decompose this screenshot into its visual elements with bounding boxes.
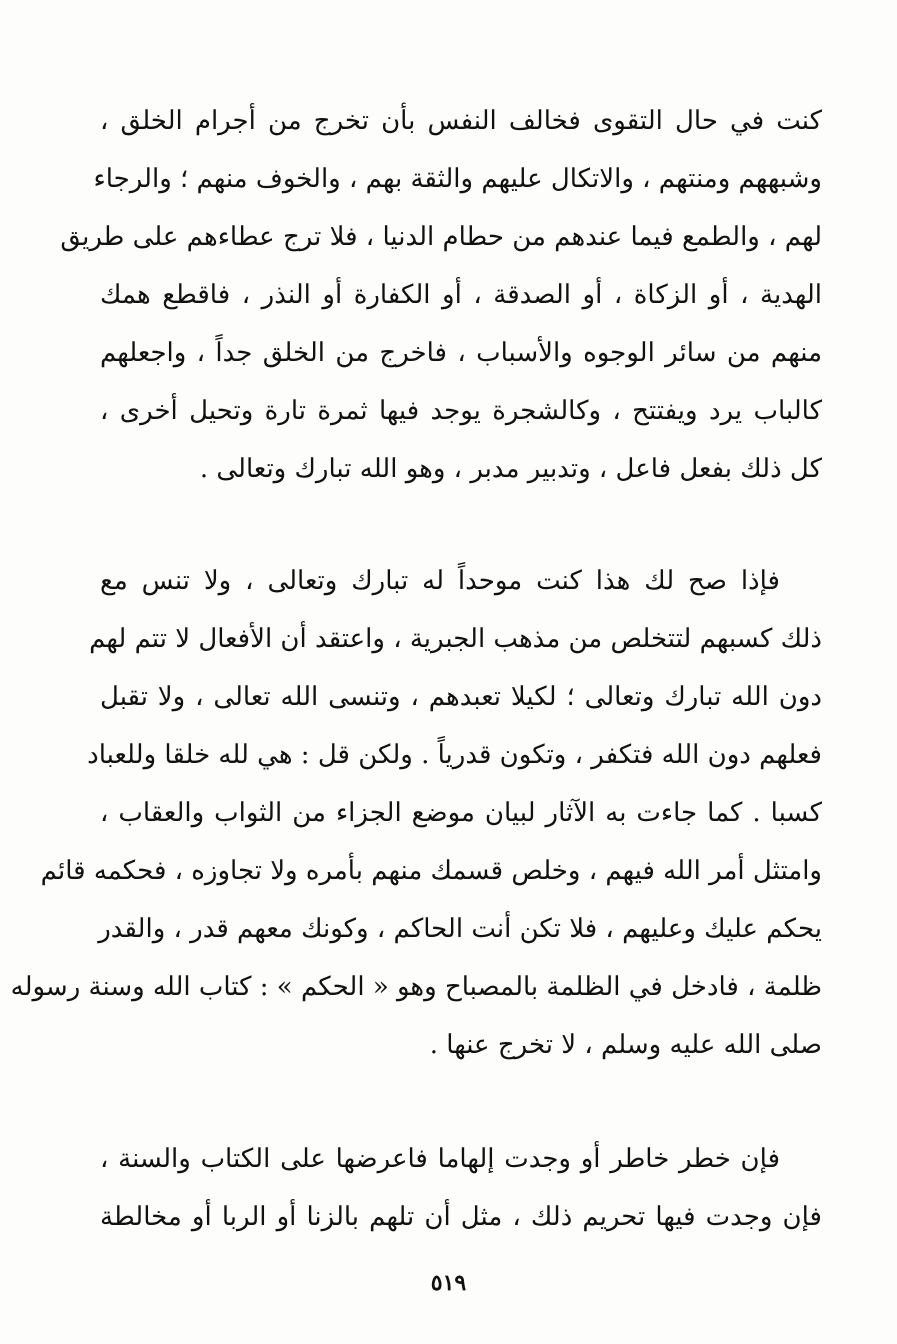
- text-line: ظلمة ، فادخل في الظلمة بالمصباح وهو « الحكم » : كتاب الله وسنة رسوله: [10, 972, 822, 1002]
- text-line: صلى الله عليه وسلم ، لا تخرج عنها .: [429, 1030, 822, 1060]
- paragraph-2: [10, 552, 822, 1074]
- text-line: فإذا صح لك هذا كنت موحداً له تبارك وتعالى ، ولا تنس مع: [100, 566, 780, 596]
- text-line: كسبا . كما جاءت به الآثار لبيان موضع الجزاء من الثواب والعقاب ،: [100, 798, 822, 828]
- text-line: كنت في حال التقوى فخالف النفس بأن تخرج من أجرام الخلق ،: [100, 106, 822, 136]
- text-line: وامتثل أمر الله فيهم ، وخلص قسمك منهم بأمره ولا تجاوزه ، فحكمه قائم: [40, 856, 822, 886]
- text-line: وشبههم ومنتهم ، والاتكال عليهم والثقة بهم ، والخوف منهم ؛ والرجاء: [93, 164, 822, 194]
- text-line: كل ذلك بفعل فاعل ، وتدبير مدبر ، وهو الله تبارك وتعالى .: [199, 454, 822, 484]
- text-line: الهدية ، أو الزكاة ، أو الصدقة ، أو الكفارة أو النذر ، فاقطع همك: [100, 280, 822, 310]
- text-line: فإن وجدت فيها تحريم ذلك ، مثل أن تلهم بالزنا أو الربا أو مخالطة: [100, 1202, 822, 1232]
- text-line: يحكم عليك وعليهم ، فلا تكن أنت الحاكم ، وكونك معهم قدر ، والقدر: [98, 914, 822, 944]
- text-line: منهم من سائر الوجوه والأسباب ، فاخرج من الخلق جداً ، واجعلهم: [100, 338, 822, 368]
- text-line: ذلك كسبهم لتتخلص من مذهب الجبرية ، واعتقد أن الأفعال لا تتم لهم: [89, 624, 822, 654]
- paragraph-1: [60, 92, 822, 498]
- paragraph-3: [100, 1130, 822, 1246]
- text-line: دون الله تبارك وتعالى ؛ لكيلا تعبدهم ، وتنسى الله تعالى ، ولا تقبل: [100, 682, 822, 712]
- page-number: ٥١٩: [430, 1270, 467, 1296]
- text-line: فإن خطر خاطر أو وجدت إلهاما فاعرضها على الكتاب والسنة ،: [100, 1144, 780, 1174]
- text-line: فعلهم دون الله فتكفر ، وتكون قدرياً . ولكن قل : هي لله خلقا وللعباد: [87, 740, 822, 770]
- text-line: كالباب يرد ويفتتح ، وكالشجرة يوجد فيها ثمرة تارة وتحيل أخرى ،: [100, 396, 822, 426]
- text-line: لهم ، والطمع فيما عندهم من حطام الدنيا ، فلا ترج عطاءهم على طريق: [60, 222, 822, 252]
